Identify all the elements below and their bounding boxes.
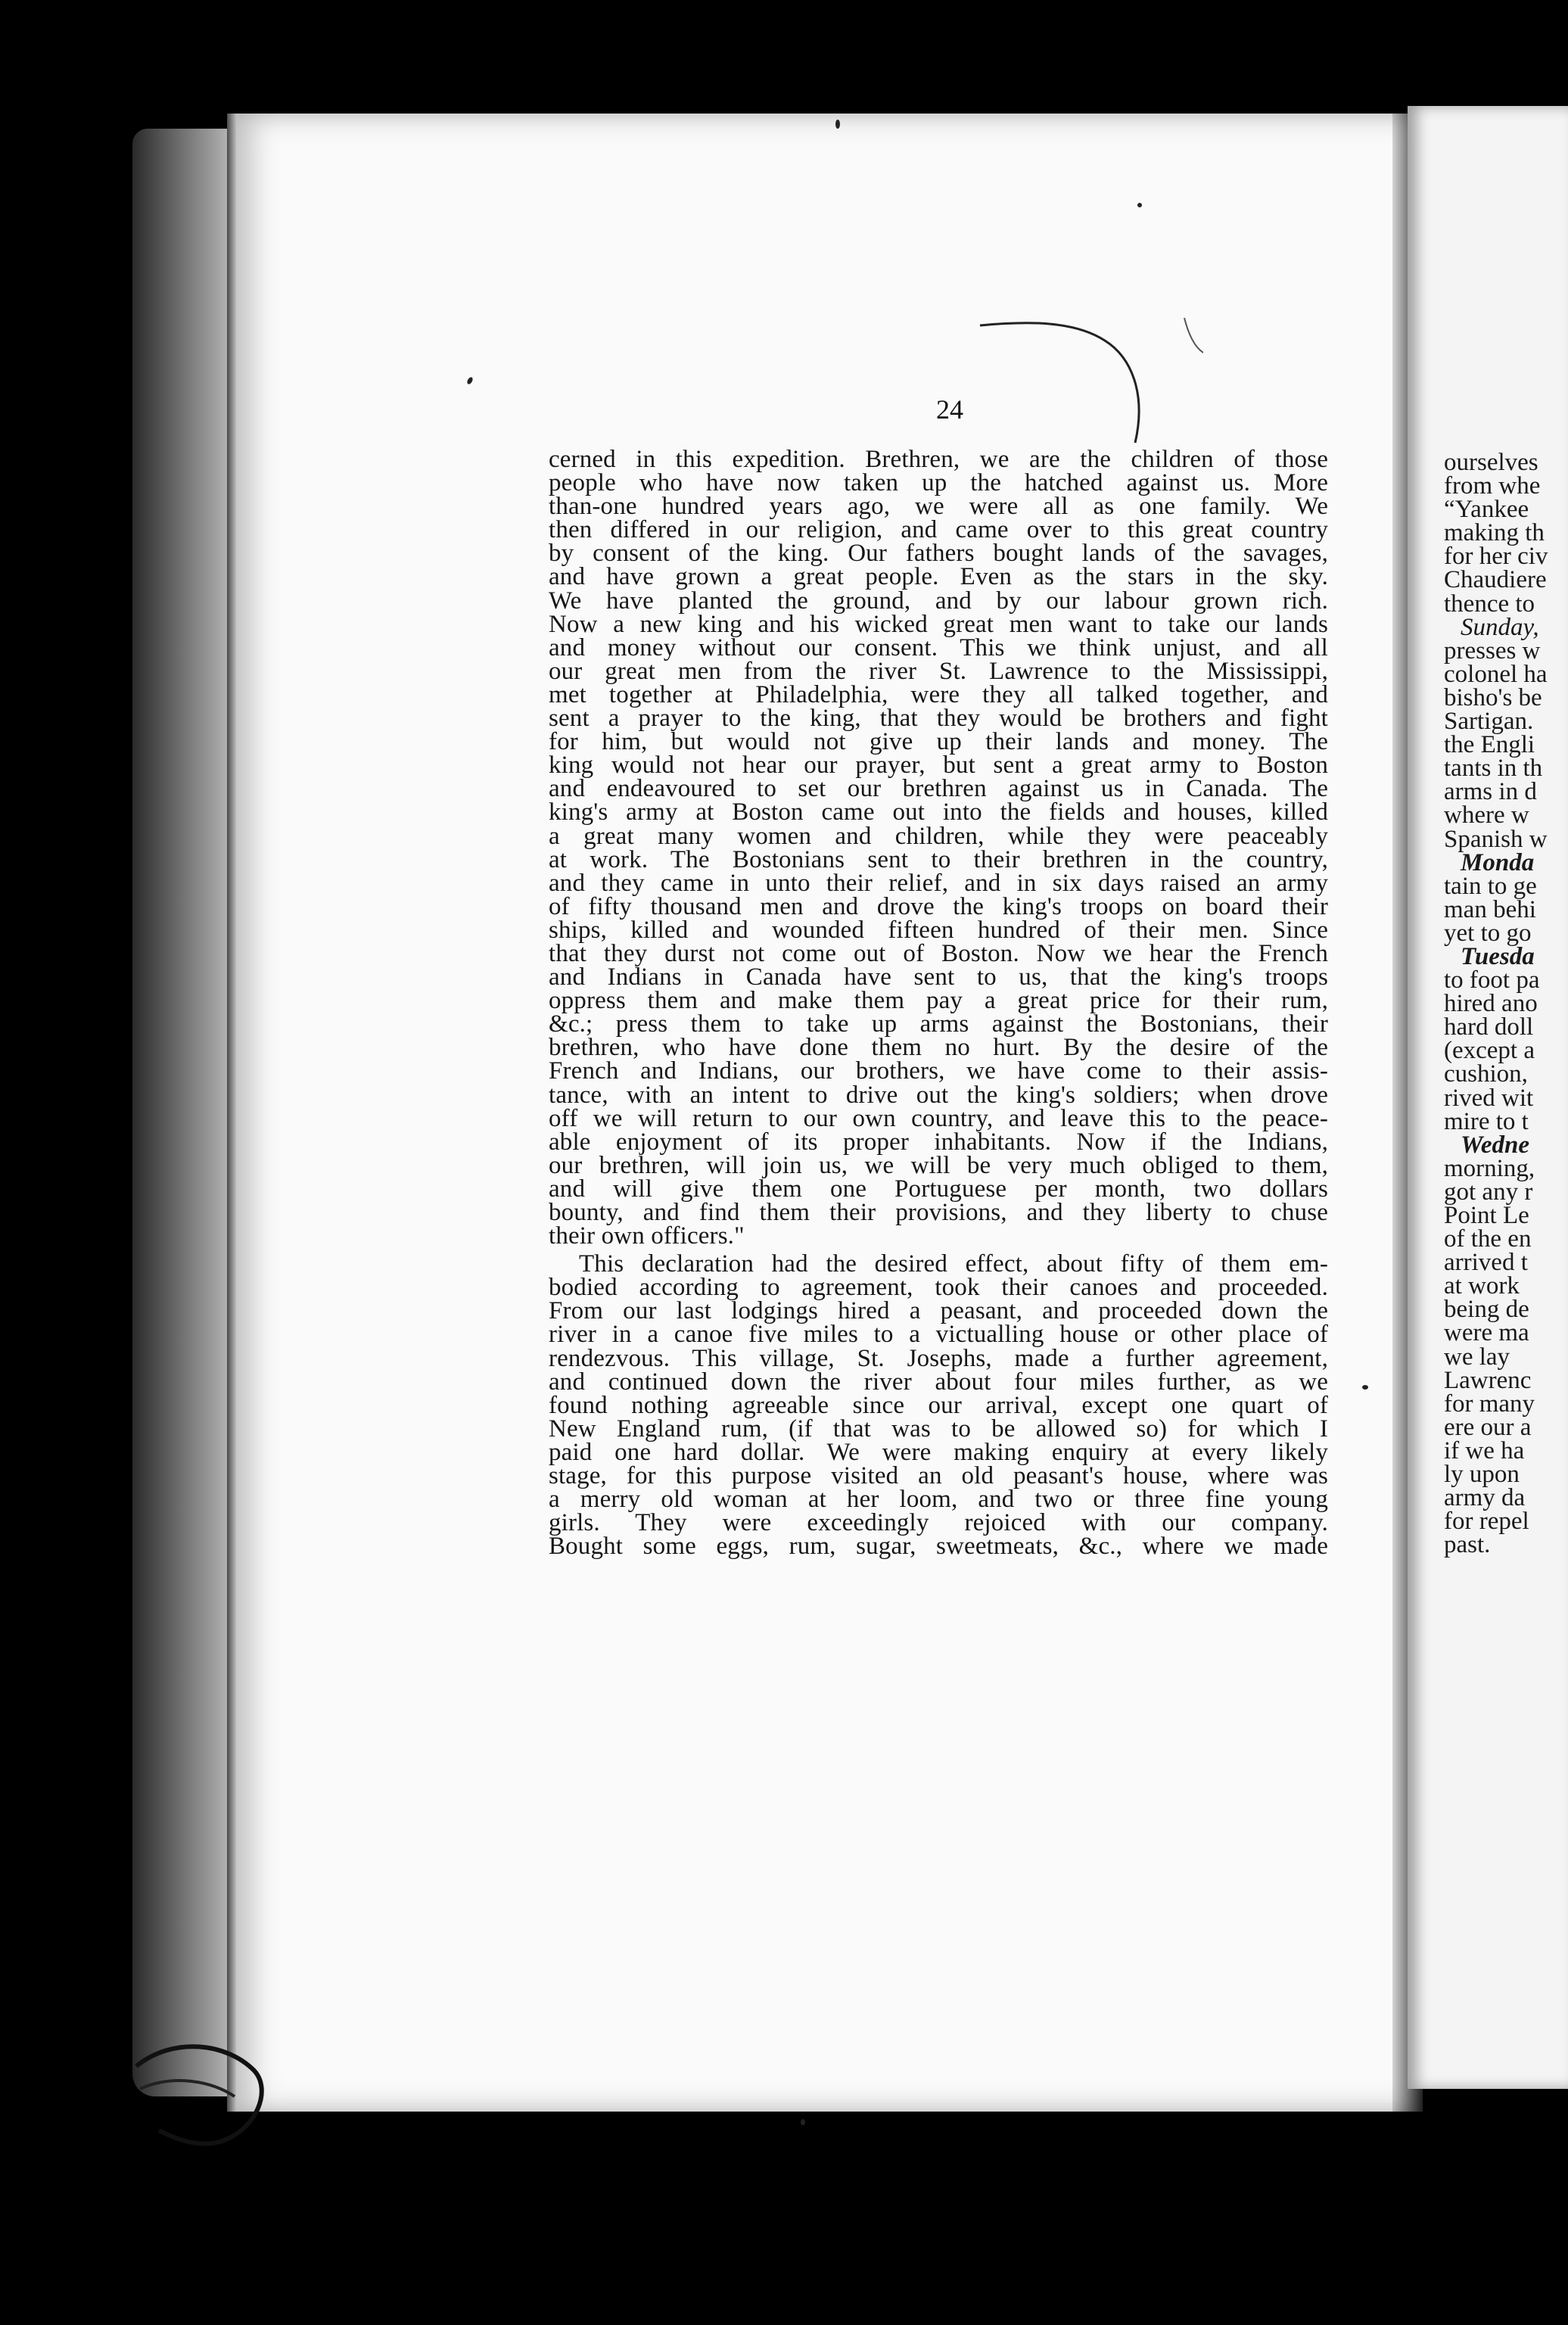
text-line: paid one hard dollar. We were making enquiry at every likely xyxy=(549,1438,1328,1466)
text-line: met together at Philadelphia, were they all talked together, and xyxy=(549,680,1328,708)
text-line: Bought some eggs, rum, sugar, sweetmeats, &c., where we made xyxy=(549,1533,1328,1561)
text-line: and continued down the river about four miles further, as we xyxy=(549,1368,1328,1396)
text-line: our great men from the river St. Lawrence to the Mississippi, xyxy=(549,657,1328,685)
text-line: then differed in our religion, and came over to this great country xyxy=(549,516,1328,544)
facing-line: of the en xyxy=(1444,1225,1532,1253)
text-line: tance, with an intent to drive out the king's soldiers; when drove xyxy=(549,1081,1328,1109)
text-line: From our last lodgings hired a peasant, and proceeded down the xyxy=(549,1297,1328,1325)
facing-line: Chaudiere xyxy=(1444,566,1547,594)
facing-line: man behi xyxy=(1444,895,1536,923)
text-line: a great many women and children, while they were peaceably xyxy=(549,822,1328,850)
facing-line: tants in th xyxy=(1444,755,1543,783)
facing-line: Spanish w xyxy=(1444,825,1548,853)
text-line: and money without our consent. This we think unjust, and all xyxy=(549,633,1328,661)
facing-line: colonel ha xyxy=(1444,660,1548,688)
text-line: king's army at Boston came out into the fields and houses, killed xyxy=(549,798,1328,826)
text-line: off we will return to our own country, and leave this to the peace- xyxy=(549,1104,1328,1132)
facing-line: morning, xyxy=(1444,1154,1535,1182)
facing-line: Wedne xyxy=(1461,1131,1530,1159)
text-line: New England rum, (if that was to be allowed so) for which I xyxy=(549,1415,1328,1443)
text-line: brethren, who have done them no hurt. By the desire of the xyxy=(549,1034,1328,1062)
facing-line: arms in d xyxy=(1444,778,1537,806)
facing-line: for many xyxy=(1444,1390,1535,1418)
text-line: for him, but would not give up their lands and money. The xyxy=(549,728,1328,756)
ink-speck xyxy=(1362,1385,1368,1390)
text-line: and have grown a great people. Even as the stars in the sky. xyxy=(549,563,1328,591)
facing-line: making th xyxy=(1444,519,1545,547)
text-line: bodied according to agreement, took their canoes and proceeded. xyxy=(549,1274,1328,1302)
facing-line: mire to t xyxy=(1444,1107,1529,1135)
text-line: This declaration had the desired effect, about fifty of them em- xyxy=(579,1250,1328,1278)
text-line: and endeavoured to set our brethren against us in Canada. The xyxy=(549,775,1328,803)
text-line: by consent of the king. Our fathers bought lands of the savages, xyxy=(549,540,1328,568)
facing-line: rived wit xyxy=(1444,1084,1534,1112)
facing-line: being de xyxy=(1444,1296,1529,1324)
page-number: 24 xyxy=(936,394,963,425)
pencil-mark xyxy=(976,310,1203,447)
body-text xyxy=(549,446,1328,1561)
facing-line: tain to ge xyxy=(1444,872,1537,900)
text-line: at work. The Bostonians sent to their brethren in the country, xyxy=(549,845,1328,873)
facing-page-text xyxy=(1444,451,1568,1557)
page-edge xyxy=(227,114,236,2112)
text-line: that they durst not come out of Boston. Now we hear the French xyxy=(549,939,1328,967)
facing-line: hired ano xyxy=(1444,990,1538,1018)
facing-line: bisho's be xyxy=(1444,683,1542,711)
text-line: girls. They were exceedingly rejoiced with our company. xyxy=(549,1509,1328,1537)
facing-line: if we ha xyxy=(1444,1436,1525,1464)
facing-line: arrived t xyxy=(1444,1249,1528,1277)
text-line: cerned in this expedition. Brethren, we are the children of those xyxy=(549,446,1328,473)
facing-line: presses w xyxy=(1444,636,1541,665)
facing-line: (except a xyxy=(1444,1037,1535,1065)
ink-speck xyxy=(801,2119,805,2125)
facing-line: got any r xyxy=(1444,1178,1533,1206)
text-line: stage, for this purpose visited an old peasant's house, where was xyxy=(549,1462,1328,1490)
text-line: a merry old woman at her loom, and two or three fine young xyxy=(549,1486,1328,1514)
paragraph-2 xyxy=(549,1250,1328,1561)
facing-line: Point Le xyxy=(1444,1202,1529,1229)
text-line: people who have now taken up the hatched against us. More xyxy=(549,469,1328,497)
facing-line: at work xyxy=(1444,1272,1520,1300)
text-line: rendezvous. This village, St. Josephs, made a further agreement, xyxy=(549,1344,1328,1372)
text-line: bounty, and find them their provisions, and they liberty to chuse xyxy=(549,1199,1328,1226)
text-line: sent a prayer to the king, that they would be brothers and fight xyxy=(549,705,1328,733)
facing-line: Tuesda xyxy=(1461,942,1535,970)
margin-scribble xyxy=(129,1998,295,2165)
facing-line: cushion, xyxy=(1444,1060,1528,1088)
facing-line: “Yankee xyxy=(1444,496,1529,524)
text-line: and they came in unto their relief, and in six days raised an army xyxy=(549,869,1328,897)
facing-line: ly upon xyxy=(1444,1461,1520,1489)
facing-line: Monda xyxy=(1461,848,1535,876)
text-line: and Indians in Canada have sent to us, that the king's troops xyxy=(549,963,1328,991)
text-line: able enjoyment of its proper inhabitants. Now if the Indians, xyxy=(549,1128,1328,1156)
text-line: oppress them and make them pay a great price for their rum, xyxy=(549,987,1328,1015)
text-line: of fifty thousand men and drove the king's troops on board their xyxy=(549,892,1328,920)
facing-line: from whe xyxy=(1444,472,1541,500)
facing-line: for her civ xyxy=(1444,543,1548,571)
text-line: river in a canoe five miles to a victualling house or other place of xyxy=(549,1321,1328,1349)
facing-line: yet to go xyxy=(1444,919,1532,947)
facing-line: ourselves xyxy=(1444,449,1538,476)
text-line: &c.; press them to take up arms against the Bostonians, their xyxy=(549,1010,1328,1038)
facing-line: to foot pa xyxy=(1444,966,1540,994)
facing-line: we lay xyxy=(1444,1343,1510,1371)
facing-line: army da xyxy=(1444,1484,1526,1512)
text-line: and will give them one Portuguese per month, two dollars xyxy=(549,1175,1328,1203)
facing-line: past. xyxy=(1444,1531,1491,1559)
text-line: than-one hundred years ago, we were all as one family. We xyxy=(549,493,1328,521)
text-line: our brethren, will join us, we will be very much obliged to them, xyxy=(549,1151,1328,1179)
facing-line: were ma xyxy=(1444,1319,1529,1347)
facing-line: hard doll xyxy=(1444,1013,1534,1041)
facing-line: thence to xyxy=(1444,590,1535,618)
facing-line: ere our a xyxy=(1444,1413,1532,1441)
text-line: ships, killed and wounded fifteen hundred of their men. Since xyxy=(549,916,1328,944)
ink-speck xyxy=(835,120,840,129)
text-line: king would not hear our prayer, but sent a great army to Boston xyxy=(549,752,1328,780)
facing-line: Sunday, xyxy=(1461,613,1539,641)
text-line: We have planted the ground, and by our labour grown rich. xyxy=(549,587,1328,615)
ink-speck xyxy=(1137,203,1142,207)
text-line: their own officers." xyxy=(549,1222,745,1250)
text-line: found nothing agreeable since our arrival, except one quart of xyxy=(549,1391,1328,1419)
paragraph-1 xyxy=(549,448,1328,1248)
text-line: Now a new king and his wicked great men want to take our lands xyxy=(549,610,1328,638)
facing-line: for repel xyxy=(1444,1508,1529,1536)
facing-line: where w xyxy=(1444,801,1529,829)
text-line: French and Indians, our brothers, we have come to their assis- xyxy=(549,1057,1328,1085)
facing-line: the Engli xyxy=(1444,731,1535,759)
facing-line: Sartigan. xyxy=(1444,708,1534,736)
facing-line: Lawrenc xyxy=(1444,1366,1532,1394)
